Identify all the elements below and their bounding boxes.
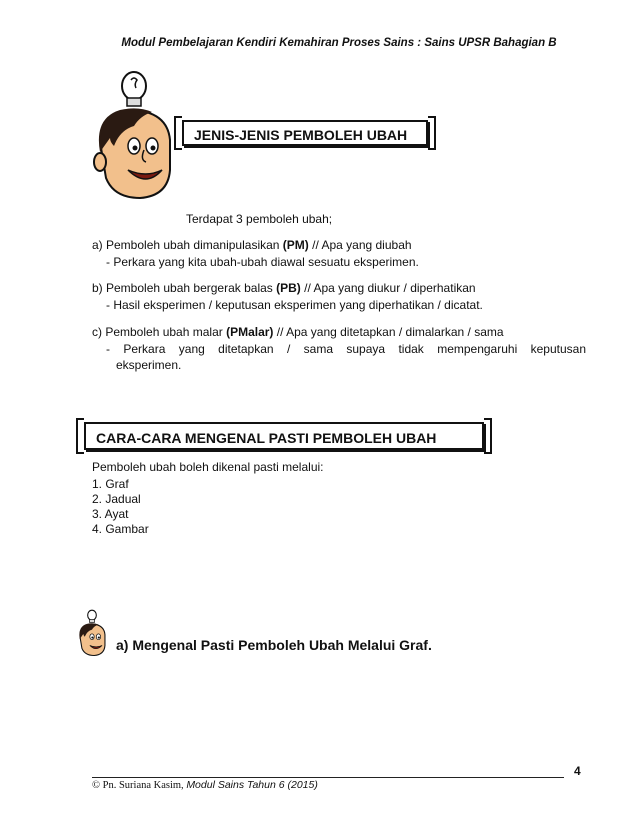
- page-header: Modul Pembelajaran Kendiri Kemahiran Proses Sains : Sains UPSR Bahagian B: [121, 37, 557, 49]
- banner-jenis-pemboleh-ubah: [182, 120, 428, 146]
- list-item: 4. Gambar: [92, 522, 149, 536]
- footer-divider: [92, 777, 564, 778]
- idea-lightbulb-icon: [88, 610, 97, 622]
- item-a-heading: a) Pemboleh ubah dimanipulasikan (PM) // Apa yang diubah: [92, 238, 412, 252]
- cartoon-boy-face-icon: [84, 66, 184, 206]
- item-c-description-cont: eksperimen.: [116, 358, 182, 372]
- item-b-heading: b) Pemboleh ubah bergerak balas (PB) // Apa yang diukur / diperhatikan: [92, 281, 476, 295]
- section-heading-graf: a) Mengenal Pasti Pemboleh Ubah Melalui Graf.: [116, 637, 432, 653]
- page-number: 4: [574, 764, 581, 778]
- idea-lightbulb-icon: [122, 72, 146, 106]
- footer-module: Modul Sains Tahun 6 (2015): [186, 779, 318, 791]
- intro-text: Terdapat 3 pemboleh ubah;: [186, 212, 333, 226]
- banner-title: CARA-CARA MENGENAL PASTI PEMBOLEH UBAH: [96, 430, 437, 446]
- banner-title: JENIS-JENIS PEMBOLEH UBAH: [194, 127, 408, 143]
- list-item: 3. Ayat: [92, 507, 129, 521]
- item-c-heading: c) Pemboleh ubah malar (PMalar) // Apa yang ditetapkan / dimalarkan / sama: [92, 325, 504, 339]
- list-item: 1. Graf: [92, 477, 129, 491]
- item-a-description: - Perkara yang kita ubah-ubah diawal sesuatu eksperimen.: [106, 255, 419, 269]
- banner-cara-mengenal-pasti: [84, 422, 484, 450]
- item-b-description: - Hasil eksperimen / keputusan eksperimen yang diperhatikan / dicatat.: [106, 298, 483, 312]
- section2-intro: Pemboleh ubah boleh dikenal pasti melalui:: [92, 460, 324, 474]
- footer-author: © Pn. Suriana Kasim,: [92, 780, 187, 791]
- item-c-description: - Perkara yang ditetapkan / sama supaya tidak mempengaruhi keputusan: [106, 342, 586, 356]
- list-item: 2. Jadual: [92, 492, 141, 506]
- footer: [92, 779, 318, 791]
- cartoon-boy-face-icon-small: [74, 608, 110, 662]
